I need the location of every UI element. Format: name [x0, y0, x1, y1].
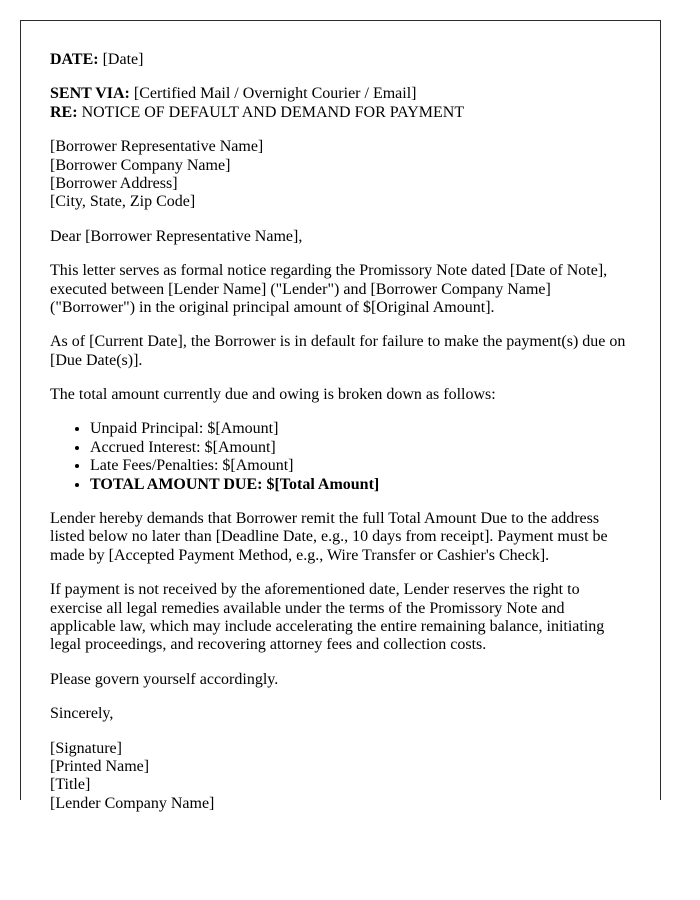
paragraph-govern: Please govern yourself accordingly. — [50, 670, 279, 688]
list-item-total-amount-due: • TOTAL AMOUNT DUE: $[Total Amount] — [90, 476, 631, 494]
paragraph-remedies: If payment is not received by the aforementioned date, Lender reserves the right to exercise all legal remedies available under the terms of the Promissory Note and applicable law, which may include accelerating the entire remaining balance, initiating legal proceedings, and recovering attorney fees and collection costs. — [50, 581, 605, 654]
signature-line: [Signature] — [50, 739, 122, 757]
date-value: [Date] — [102, 51, 144, 68]
signature-block — [50, 740, 631, 814]
recipient-city-state-zip: [City, State, Zip Code] — [50, 193, 196, 211]
paragraph-notice: This letter serves as formal notice regarding the Promissory Note dated [Date of Note], executed between [Lender Name] ("Lender") and [Borrower Company Name] ("Borrower") in the original principal amount of $[Original Amount]. — [50, 262, 608, 316]
re-label: RE: — [50, 103, 78, 121]
paragraph-default: As of [Current Date], the Borrower is in default for failure to make the payment(s) due on [Due Date(s)]. — [50, 333, 626, 369]
lender-company-line: [Lender Company Name] — [50, 794, 215, 812]
list-item-unpaid-principal: • Unpaid Principal: $[Amount] — [90, 420, 631, 438]
amount-breakdown-list — [50, 420, 631, 494]
sent-via-re-block — [50, 85, 631, 122]
printed-name-line: [Printed Name] — [50, 757, 150, 775]
recipient-company: [Borrower Company Name] — [50, 156, 231, 174]
date-label: DATE: — [50, 51, 99, 68]
sent-via-label: SENT VIA: — [50, 85, 130, 103]
date-line — [50, 51, 631, 69]
paragraph-breakdown-intro: The total amount currently due and owing is broken down as follows: — [50, 386, 496, 404]
recipient-name: [Borrower Representative Name] — [50, 138, 264, 156]
sent-via-value: [Certified Mail / Overnight Courier / Email] — [133, 85, 417, 103]
letter-document — [20, 20, 661, 812]
re-value: NOTICE OF DEFAULT AND DEMAND FOR PAYMENT — [81, 103, 465, 121]
closing: Sincerely, — [50, 705, 114, 723]
list-item-accrued-interest: • Accrued Interest: $[Amount] — [90, 439, 631, 457]
recipient-block — [50, 138, 631, 212]
recipient-address: [Borrower Address] — [50, 174, 178, 192]
list-item-late-fees: • Late Fees/Penalties: $[Amount] — [90, 457, 631, 475]
title-line: [Title] — [50, 776, 91, 794]
paragraph-demand: Lender hereby demands that Borrower remit the full Total Amount Due to the address listed below no later than [Deadline Date, e.g., 10 days from receipt]. Payment must be made by [Accepted Payment Method, e.g., Wire Transfer or Cashier's Check]. — [50, 510, 608, 564]
salutation: Dear [Borrower Representative Name], — [50, 227, 303, 245]
